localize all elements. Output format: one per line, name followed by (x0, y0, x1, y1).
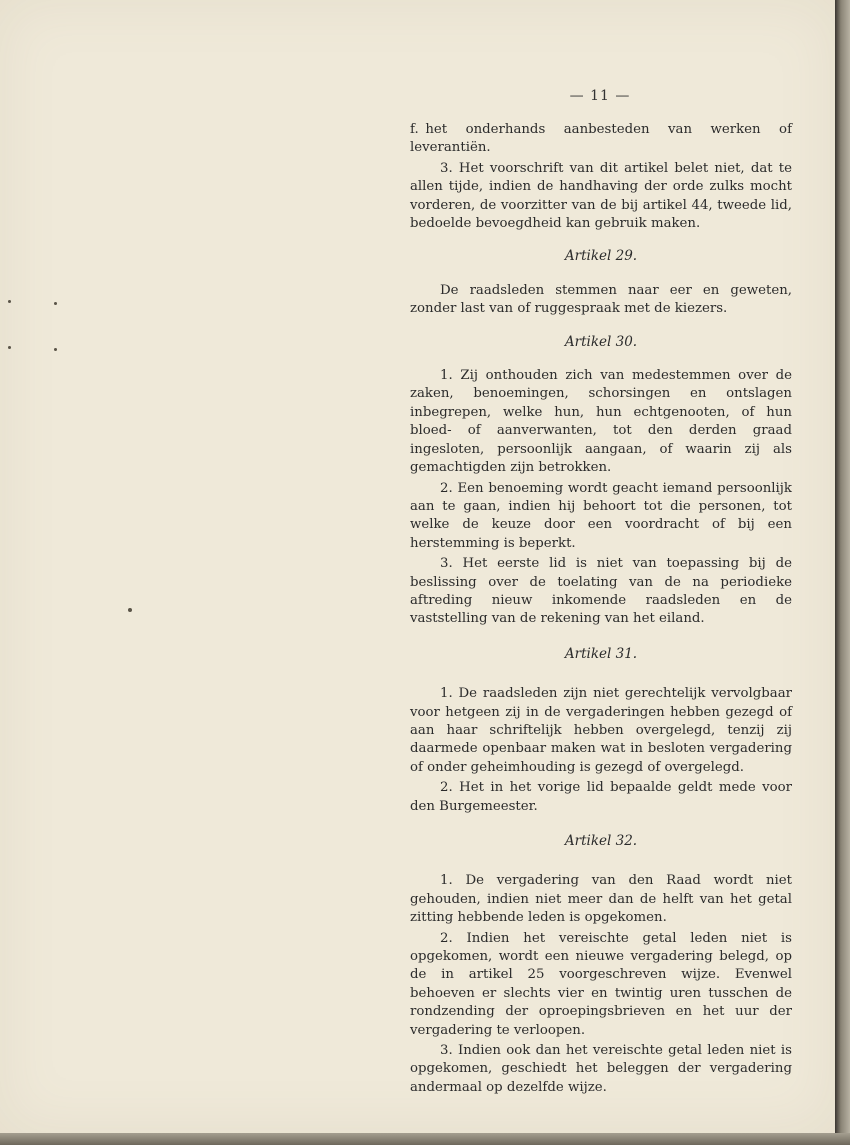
page-edge-right (835, 0, 850, 1145)
paper-speck (8, 300, 11, 303)
paper-speck (54, 302, 57, 305)
paper-speck (54, 348, 57, 351)
clause-paragraph: 1. De raadsleden zijn niet gerechtelijk vervolgbaar voor hetgeen zij in de vergaderingen hebben gezegd of aan haar schriftelijk hebben overgelegd, tenzij zij daarmede openbaar maken wat in besloten vergadering of onder geheimhouding is gezegd of overgelegd. (410, 686, 792, 775)
article-heading: Artikel 32. (564, 833, 638, 849)
clause-paragraph: 3. Het eerste lid is niet van toepassing bij de beslissing over de toelating van de na periodieke aftreding nieuw inkomende raadsleden en de vaststelling van de rekening van het eiland. (410, 556, 792, 627)
page-edge-bottom (0, 1133, 850, 1145)
clause-paragraph: 2. Het in het vorige lid bepaalde geldt mede voor den Burgemeester. (410, 780, 792, 814)
clause-paragraph: f. het onderhands aanbesteden van werken of leverantiën. (410, 122, 792, 156)
clause-paragraph: 3. Indien ook dan het vereischte getal leden niet is opgekomen, geschiedt het beleggen der vergadering andermaal op dezelfde wijze. (410, 1043, 792, 1095)
clause-paragraph: De raadsleden stemmen naar eer en geweten, zonder last van of ruggespraak met de kiezers. (410, 282, 792, 317)
article-text-column (410, 121, 792, 1099)
clause-paragraph: 1. De vergadering van den Raad wordt niet gehouden, indien niet meer dan de helft van het getal zitting hebbende leden is opgekomen. (410, 873, 792, 926)
clause-paragraph: 2. Indien het vereischte getal leden niet is opgekomen, wordt een nieuwe vergadering belegd, op de in artikel 25 voorgeschreven wijze. Evenwel behoeven er slechts vier en twintig uren tusschen de rondzending der oproepingsbrieven en het uur der vergadering te verloopen. (410, 930, 792, 1038)
clause-paragraph: 1. Zij onthouden zich van medestemmen over de zaken, benoemingen, schorsingen en ontslagen inbegrepen, welke hun, hun echtgenooten, of hun bloed- of aanverwanten, tot den derden graad ingesloten, persoonlijk aangaan, of waarin zij als gemachtigden zijn betrokken. (410, 368, 792, 476)
article-heading: Artikel 31. (564, 645, 638, 662)
paper-speck (8, 346, 11, 349)
paper-speck (128, 608, 132, 612)
clause-paragraph: 3. Het voorschrift van dit artikel belet niet, dat te allen tijde, indien de handhaving der orde zulks mocht vorderen, de voorzitter van de bij artikel 44, tweede lid, bedoelde bevoegdheid kan gebruik maken. (410, 160, 792, 232)
page-number: — 11 — (569, 88, 631, 104)
article-heading: Artikel 29. (564, 248, 638, 265)
clause-paragraph: 2. Een benoeming wordt geacht iemand persoonlijk aan te gaan, indien hij behoort tot die personen, tot welke de keuze door een voordracht of bij een herstemming is beperkt. (410, 480, 792, 551)
article-heading: Artikel 30. (564, 333, 638, 350)
